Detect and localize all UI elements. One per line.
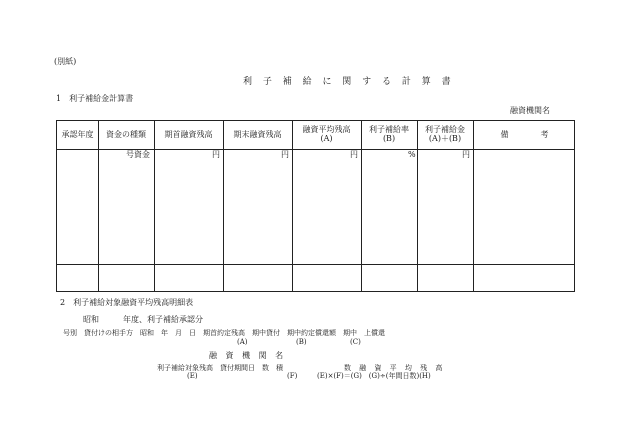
unit-rate-percent: % bbox=[408, 150, 416, 159]
era-line: 昭和 年度、利子補給承認分 bbox=[83, 315, 203, 324]
header-subsidy-rate: 利子補給率 (B) bbox=[369, 125, 409, 143]
attachment-label: (別紙) bbox=[54, 57, 77, 66]
header-average-balance: 融資平均残高 (A) bbox=[302, 125, 351, 143]
mark-b: (B) bbox=[296, 338, 307, 346]
detail-columns-row-b-left: 利子補給対象残高 貸付期間日 数 積 bbox=[157, 364, 283, 372]
detail-columns-row-b-right: 数 融 資 平 均 残 高 bbox=[344, 364, 446, 372]
institution-name-label: 融資機関名 bbox=[510, 106, 550, 115]
unit-fund-type: 号資金 bbox=[126, 150, 150, 159]
mark-a: (A) bbox=[237, 338, 248, 346]
document-title: 利 子 補 給 に 関 す る 計 算 書 bbox=[243, 77, 455, 87]
mark-c: (C) bbox=[350, 338, 361, 346]
header-opening-balance: 期首融資残高 bbox=[164, 129, 213, 139]
unit-opening-yen: 円 bbox=[212, 150, 220, 159]
header-subsidy-amount: 利子補給金 (A)＋(B) bbox=[425, 125, 465, 143]
subsidy-calculation-table bbox=[56, 120, 575, 292]
unit-closing-yen: 円 bbox=[281, 150, 289, 159]
section2-heading: 2 利子補給対象融資平均残高明細表 bbox=[60, 298, 194, 307]
header-approval-year: 承認年度 bbox=[61, 129, 94, 139]
detail-columns-row-a: 号別 貸付けの相手方 昭和 年 月 日 期首約定残高 期中貸付 期中約定償還額 期中 上償還 bbox=[63, 329, 385, 337]
formula-line: (E)×(F)＝(G) (G)÷(年間日数)(H) bbox=[317, 372, 431, 380]
header-fund-type: 資金の種類 bbox=[106, 129, 146, 139]
institution-name-label-2: 融 資 機 関 名 bbox=[209, 351, 287, 360]
mark-f: (F) bbox=[287, 372, 298, 380]
mark-e: (E) bbox=[187, 372, 198, 380]
section1-heading: 1 利子補給金計算書 bbox=[56, 94, 134, 103]
header-closing-balance: 期末融資残高 bbox=[233, 129, 282, 139]
header-remarks: 備 考 bbox=[500, 129, 549, 139]
unit-average-yen: 円 bbox=[350, 150, 358, 159]
unit-subsidy-yen: 円 bbox=[462, 150, 470, 159]
